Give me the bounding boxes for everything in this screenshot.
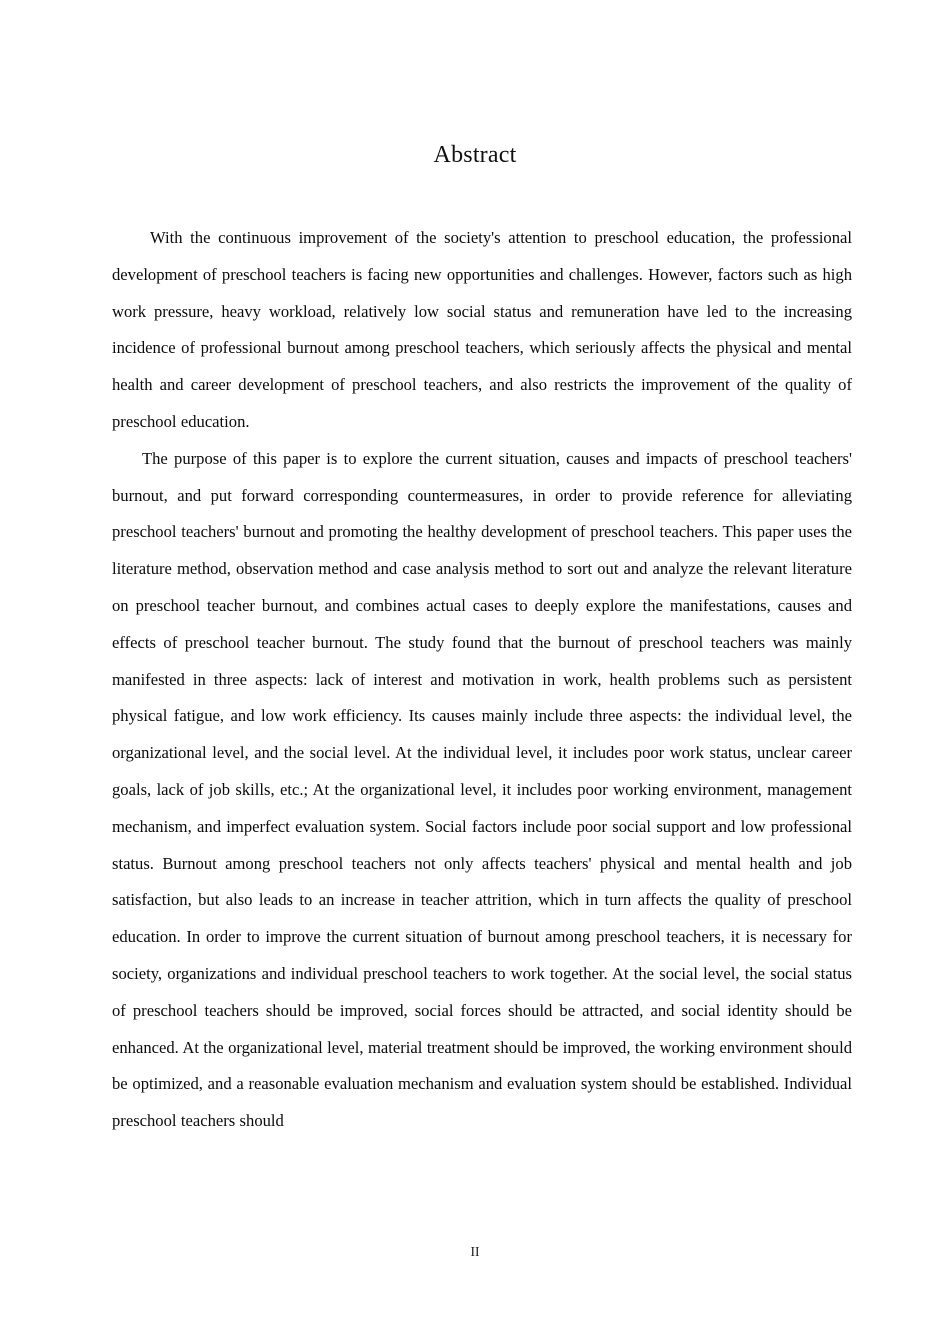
abstract-paragraph-1: With the continuous improvement of the society's attention to preschool education, the professional development of preschool teachers is facing new opportunities and challenges. However, factors such as high work pressure, heavy workload, relatively low social status and remuneration have led to the increasing incidence of professional burnout among preschool teachers, which seriously affects the physical and mental health and career development of preschool teachers, and also restricts the improvement of the quality of preschool education. xyxy=(112,228,852,431)
page-title: Abstract xyxy=(433,142,517,169)
page-number-footer: II xyxy=(470,1244,480,1259)
abstract-body xyxy=(112,220,852,1140)
abstract-paragraph-2: The purpose of this paper is to explore the current situation, causes and impacts of preschool teachers' burnout, and put forward corresponding countermeasures, in order to provide reference for alleviating preschool teachers' burnout and promoting the healthy development of preschool teachers. This paper uses the literature method, observation method and case analysis method to sort out and analyze the relevant literature on preschool teacher burnout, and combines actual cases to deeply explore the manifestations, causes and effects of preschool teacher burnout. The study found that the burnout of preschool teachers was mainly manifested in three aspects: lack of interest and motivation in work, health problems such as persistent physical fatigue, and low work efficiency. Its causes mainly include three aspects: the individual level, the organizational level, and the social level. At the individual level, it includes poor work status, unclear career goals, lack of job skills, etc.; At the organizational level, it includes poor working environment, management mechanism, and imperfect evaluation system. Social factors include poor social support and low professional status. Burnout among preschool teachers not only affects teachers' physical and mental health and job satisfaction, but also leads to an increase in teacher attrition, which in turn affects the quality of preschool education. In order to improve the current situation of burnout among preschool teachers, it is necessary for society, organizations and individual preschool teachers to work together. At the social level, the social status of preschool teachers should be improved, social forces should be attracted, and social identity should be enhanced. At the organizational level, material treatment should be improved, the working environment should be optimized, and a reasonable evaluation mechanism and evaluation system should be established. Individual preschool teachers should xyxy=(112,448,852,1131)
